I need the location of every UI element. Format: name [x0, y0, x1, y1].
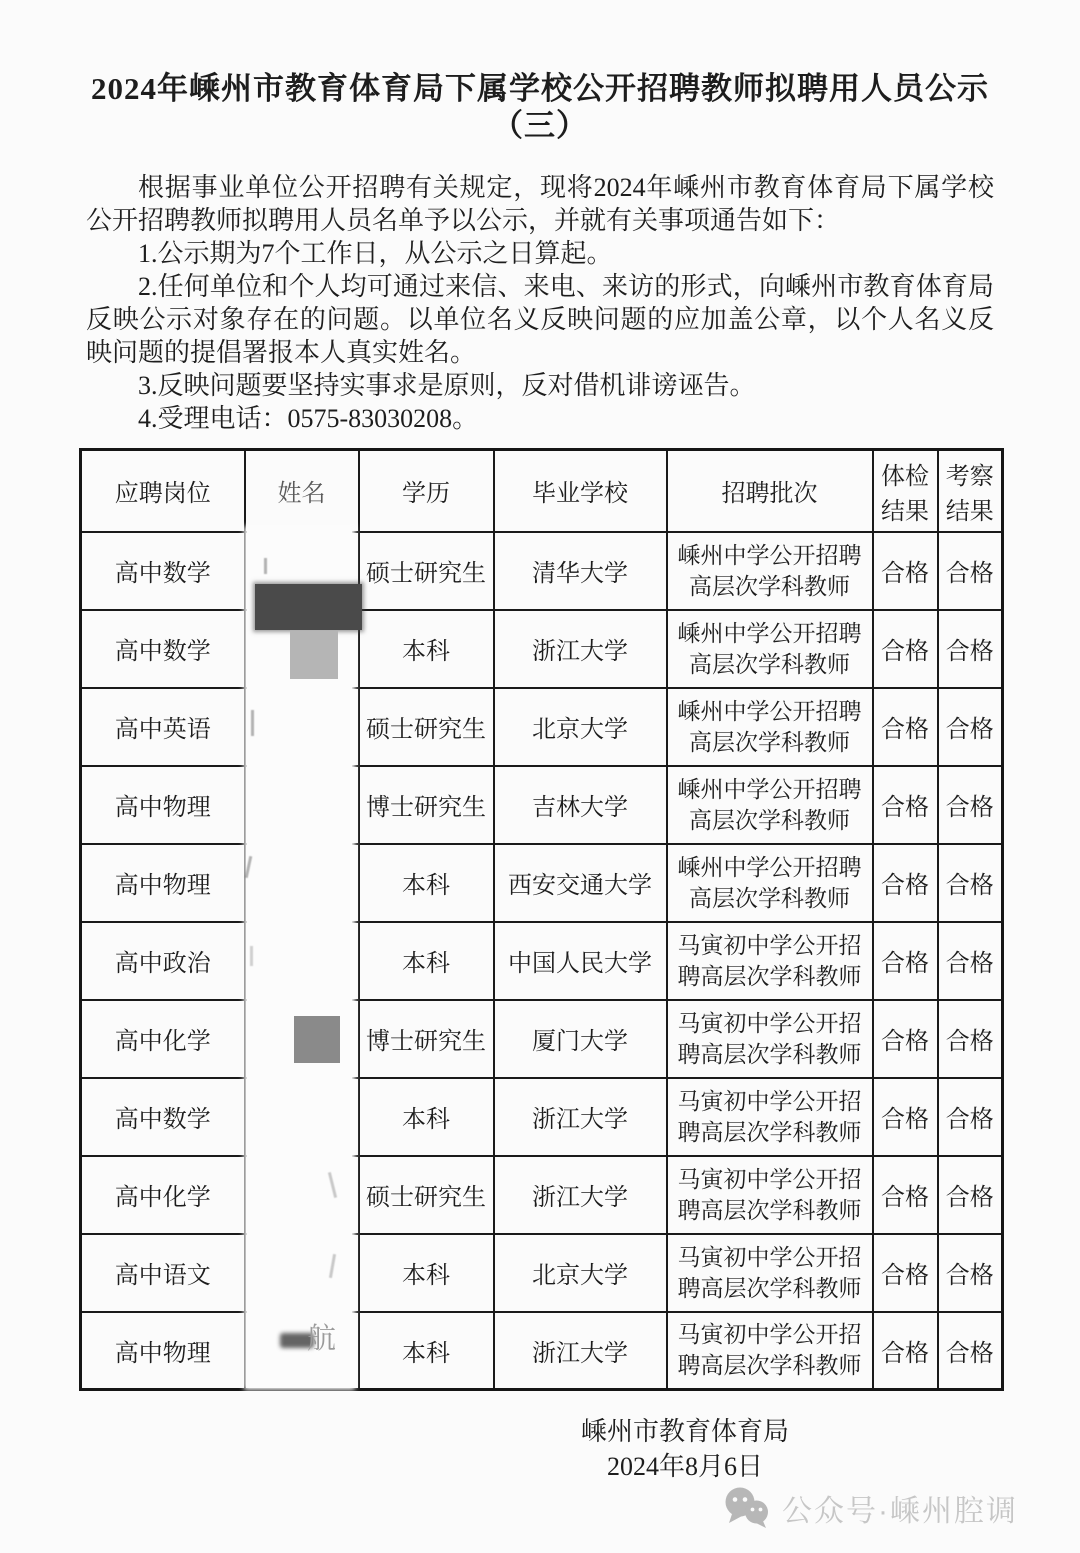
cell-school: 北京大学 — [494, 1234, 667, 1312]
cell-batch: 马寅初中学公开招聘高层次学科教师 — [667, 1234, 873, 1312]
table-row — [81, 1312, 1003, 1390]
col-header-name: 姓名 — [245, 450, 359, 532]
paragraph-item4-phone: 4.受理电话：0575-83030208。 — [138, 404, 479, 433]
cell-batch: 嵊州中学公开招聘高层次学科教师 — [667, 532, 873, 610]
paragraph-item1: 1.公示期为7个工作日，从公示之日算起。 — [138, 239, 613, 268]
col-header-position: 应聘岗位 — [81, 450, 245, 532]
col-header-batch: 招聘批次 — [667, 450, 873, 532]
cell-batch: 马寅初中学公开招聘高层次学科教师 — [667, 922, 873, 1000]
cell-physical-result: 合格 — [873, 922, 938, 1000]
cell-position: 高中数学 — [81, 532, 245, 610]
table-row — [81, 1156, 1003, 1234]
cell-batch: 马寅初中学公开招聘高层次学科教师 — [667, 1312, 873, 1390]
cell-inspection-result: 合格 — [938, 610, 1003, 688]
watermark-text: 公众号·嵊州腔调 — [782, 1495, 1018, 1528]
cell-position: 高中数学 — [81, 610, 245, 688]
table-header-row — [81, 450, 1003, 532]
col-header-school: 毕业学校 — [494, 450, 667, 532]
cell-position: 高中语文 — [81, 1234, 245, 1312]
signature-organization: 嵊州市教育体育局 — [580, 1417, 789, 1446]
cell-inspection-result: 合格 — [938, 1078, 1003, 1156]
cell-degree: 硕士研究生 — [359, 532, 494, 610]
cell-inspection-result: 合格 — [938, 532, 1003, 610]
cell-physical-result: 合格 — [873, 844, 938, 922]
cell-position: 高中化学 — [81, 1000, 245, 1078]
redaction-dark-box-rows-1-2 — [255, 584, 362, 630]
redaction-light-gray-box-row-2 — [290, 631, 338, 679]
cell-school: 中国人民大学 — [494, 922, 667, 1000]
table-row — [81, 1078, 1003, 1156]
page-title-line1: 2024年嵊州市教育体育局下属学校公开招聘教师拟聘用人员公示 — [91, 71, 989, 106]
cell-position: 高中物理 — [81, 1312, 245, 1390]
cell-inspection-result: 合格 — [938, 922, 1003, 1000]
table-row — [81, 922, 1003, 1000]
cell-batch: 嵊州中学公开招聘高层次学科教师 — [667, 844, 873, 922]
table-row — [81, 610, 1003, 688]
cell-position: 高中物理 — [81, 844, 245, 922]
name-stroke-remnant — [251, 710, 254, 736]
cell-batch: 嵊州中学公开招聘高层次学科教师 — [667, 766, 873, 844]
roster-table-container — [79, 448, 1004, 1391]
col-header-inspection-result: 考察结果 — [938, 450, 1003, 532]
cell-inspection-result: 合格 — [938, 1156, 1003, 1234]
page-title — [0, 70, 1080, 144]
paragraph-item2: 2.任何单位和个人均可通过来信、来电、来访的形式，向嵊州市教育体育局反映公示对象存在的问题。以单位名义反映问题的应加盖公章，以个人名义反映问题的提倡署报本人真实姓名。 — [86, 272, 994, 367]
cell-degree: 本科 — [359, 922, 494, 1000]
cell-degree: 博士研究生 — [359, 1000, 494, 1078]
table-row — [81, 766, 1003, 844]
cell-physical-result: 合格 — [873, 532, 938, 610]
cell-physical-result: 合格 — [873, 688, 938, 766]
cell-school: 厦门大学 — [494, 1000, 667, 1078]
cell-degree: 本科 — [359, 1312, 494, 1390]
paragraph-intro: 根据事业单位公开招聘有关规定，现将2024年嵊州市教育体育局下属学校公开招聘教师拟聘用人员名单予以公示，并就有关事项通告如下： — [86, 173, 994, 235]
watermark — [724, 1486, 1018, 1530]
cell-school: 清华大学 — [494, 532, 667, 610]
cell-school: 浙江大学 — [494, 1078, 667, 1156]
name-stroke-remnant — [264, 558, 267, 574]
redaction-gray-box-row-7 — [294, 1016, 340, 1063]
cell-school: 浙江大学 — [494, 1156, 667, 1234]
cell-physical-result: 合格 — [873, 610, 938, 688]
cell-inspection-result: 合格 — [938, 766, 1003, 844]
cell-inspection-result: 合格 — [938, 1000, 1003, 1078]
cell-physical-result: 合格 — [873, 1312, 938, 1390]
page-title-line2: （三） — [492, 108, 588, 143]
cell-school: 西安交通大学 — [494, 844, 667, 922]
cell-degree: 本科 — [359, 1234, 494, 1312]
cell-physical-result: 合格 — [873, 1156, 938, 1234]
notice-body — [86, 171, 994, 435]
cell-school: 北京大学 — [494, 688, 667, 766]
table-row — [81, 1234, 1003, 1312]
cell-position: 高中数学 — [81, 1078, 245, 1156]
name-stroke-remnant — [250, 946, 253, 966]
cell-physical-result: 合格 — [873, 1078, 938, 1156]
signature-block — [490, 1414, 880, 1484]
wechat-icon — [724, 1487, 770, 1529]
cell-position: 高中英语 — [81, 688, 245, 766]
cell-physical-result: 合格 — [873, 1234, 938, 1312]
cell-degree: 本科 — [359, 610, 494, 688]
cell-inspection-result: 合格 — [938, 1312, 1003, 1390]
cell-batch: 马寅初中学公开招聘高层次学科教师 — [667, 1156, 873, 1234]
cell-physical-result: 合格 — [873, 766, 938, 844]
name-fragment-row-11: 航 — [307, 1323, 337, 1355]
cell-position: 高中政治 — [81, 922, 245, 1000]
col-header-degree: 学历 — [359, 450, 494, 532]
cell-degree: 硕士研究生 — [359, 688, 494, 766]
cell-physical-result: 合格 — [873, 1000, 938, 1078]
cell-inspection-result: 合格 — [938, 844, 1003, 922]
cell-degree: 硕士研究生 — [359, 1156, 494, 1234]
cell-batch: 马寅初中学公开招聘高层次学科教师 — [667, 1078, 873, 1156]
cell-school: 浙江大学 — [494, 1312, 667, 1390]
table-row — [81, 844, 1003, 922]
cell-school: 浙江大学 — [494, 610, 667, 688]
cell-position: 高中化学 — [81, 1156, 245, 1234]
cell-position: 高中物理 — [81, 766, 245, 844]
cell-inspection-result: 合格 — [938, 688, 1003, 766]
table-row — [81, 1000, 1003, 1078]
cell-degree: 本科 — [359, 1078, 494, 1156]
paragraph-item3: 3.反映问题要坚持实事求是原则，反对借机诽谤诬告。 — [138, 371, 756, 400]
roster-table — [79, 448, 1004, 1391]
signature-date: 2024年8月6日 — [606, 1452, 763, 1481]
cell-batch: 嵊州中学公开招聘高层次学科教师 — [667, 688, 873, 766]
table-row — [81, 532, 1003, 610]
cell-batch: 马寅初中学公开招聘高层次学科教师 — [667, 1000, 873, 1078]
cell-degree: 本科 — [359, 844, 494, 922]
cell-degree: 博士研究生 — [359, 766, 494, 844]
cell-school: 吉林大学 — [494, 766, 667, 844]
cell-batch: 嵊州中学公开招聘高层次学科教师 — [667, 610, 873, 688]
col-header-physical-result: 体检结果 — [873, 450, 938, 532]
table-row — [81, 688, 1003, 766]
cell-inspection-result: 合格 — [938, 1234, 1003, 1312]
